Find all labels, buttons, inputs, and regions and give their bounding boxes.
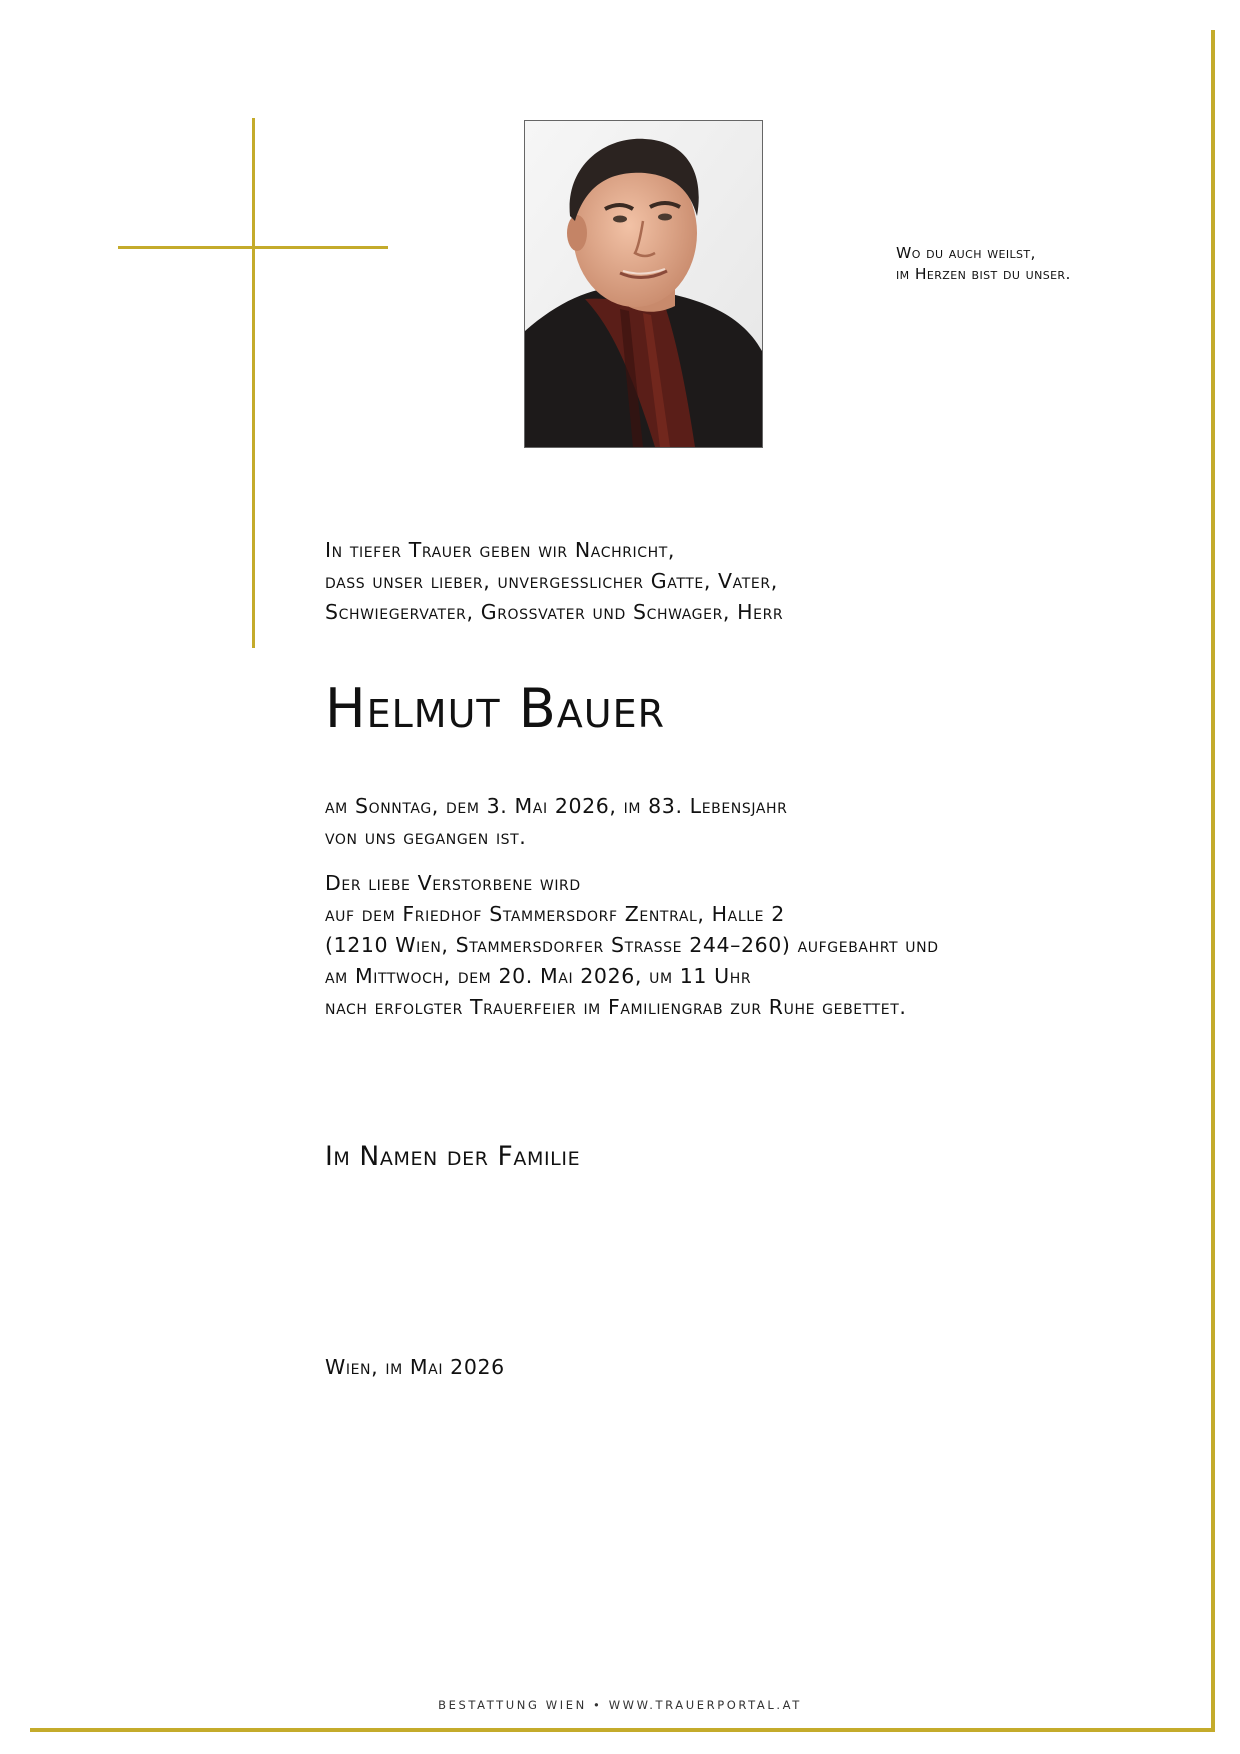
cross-horizontal-bar: [118, 246, 388, 249]
deceased-name: Helmut Bauer: [325, 677, 666, 740]
date-of-death: [325, 791, 787, 853]
motto-line: im Herzen bist du unser.: [896, 265, 1071, 283]
footer-website-link[interactable]: WWW.TRAUERPORTAL.AT: [608, 1698, 802, 1712]
ceremony-line: auf dem Friedhof Stammersdorf Zentral, Halle 2: [325, 902, 785, 926]
cross-vertical-bar: [252, 118, 255, 648]
portrait-icon: [525, 121, 762, 447]
frame-border-right: [1211, 30, 1215, 1732]
frame-border-bottom: [30, 1728, 1215, 1732]
announcement-intro: [325, 535, 783, 628]
ceremony-details: [325, 868, 939, 1023]
portrait-photo: [524, 120, 763, 448]
motto-line: Wo du auch weilst,: [896, 244, 1036, 262]
intro-line: dass unser lieber, unvergesslicher Gatte, Vater,: [325, 569, 778, 593]
family-signature: Im Namen der Familie: [325, 1141, 581, 1172]
date-line: am Sonntag, dem 3. Mai 2026, im 83. Lebensjahr: [325, 794, 788, 818]
footer-separator: •: [593, 1698, 603, 1712]
ceremony-line: Der liebe Verstorbene wird: [325, 871, 581, 895]
motto-verse: [896, 243, 1071, 285]
ceremony-line: am Mittwoch, dem 20. Mai 2026, um 11 Uhr: [325, 964, 752, 988]
date-line: von uns gegangen ist.: [325, 825, 527, 849]
footer: [0, 1698, 1240, 1712]
intro-line: In tiefer Trauer geben wir Nachricht,: [325, 538, 676, 562]
intro-line: Schwiegervater, Grossvater und Schwager, Herr: [325, 600, 784, 624]
ceremony-line: (1210 Wien, Stammersdorfer Strasse 244–260) aufgebahrt und: [325, 933, 939, 957]
place-and-date: Wien, im Mai 2026: [325, 1355, 505, 1379]
footer-company: BESTATTUNG WIEN: [438, 1698, 587, 1712]
ceremony-line: nach erfolgter Trauerfeier im Familiengrab zur Ruhe gebettet.: [325, 995, 907, 1019]
